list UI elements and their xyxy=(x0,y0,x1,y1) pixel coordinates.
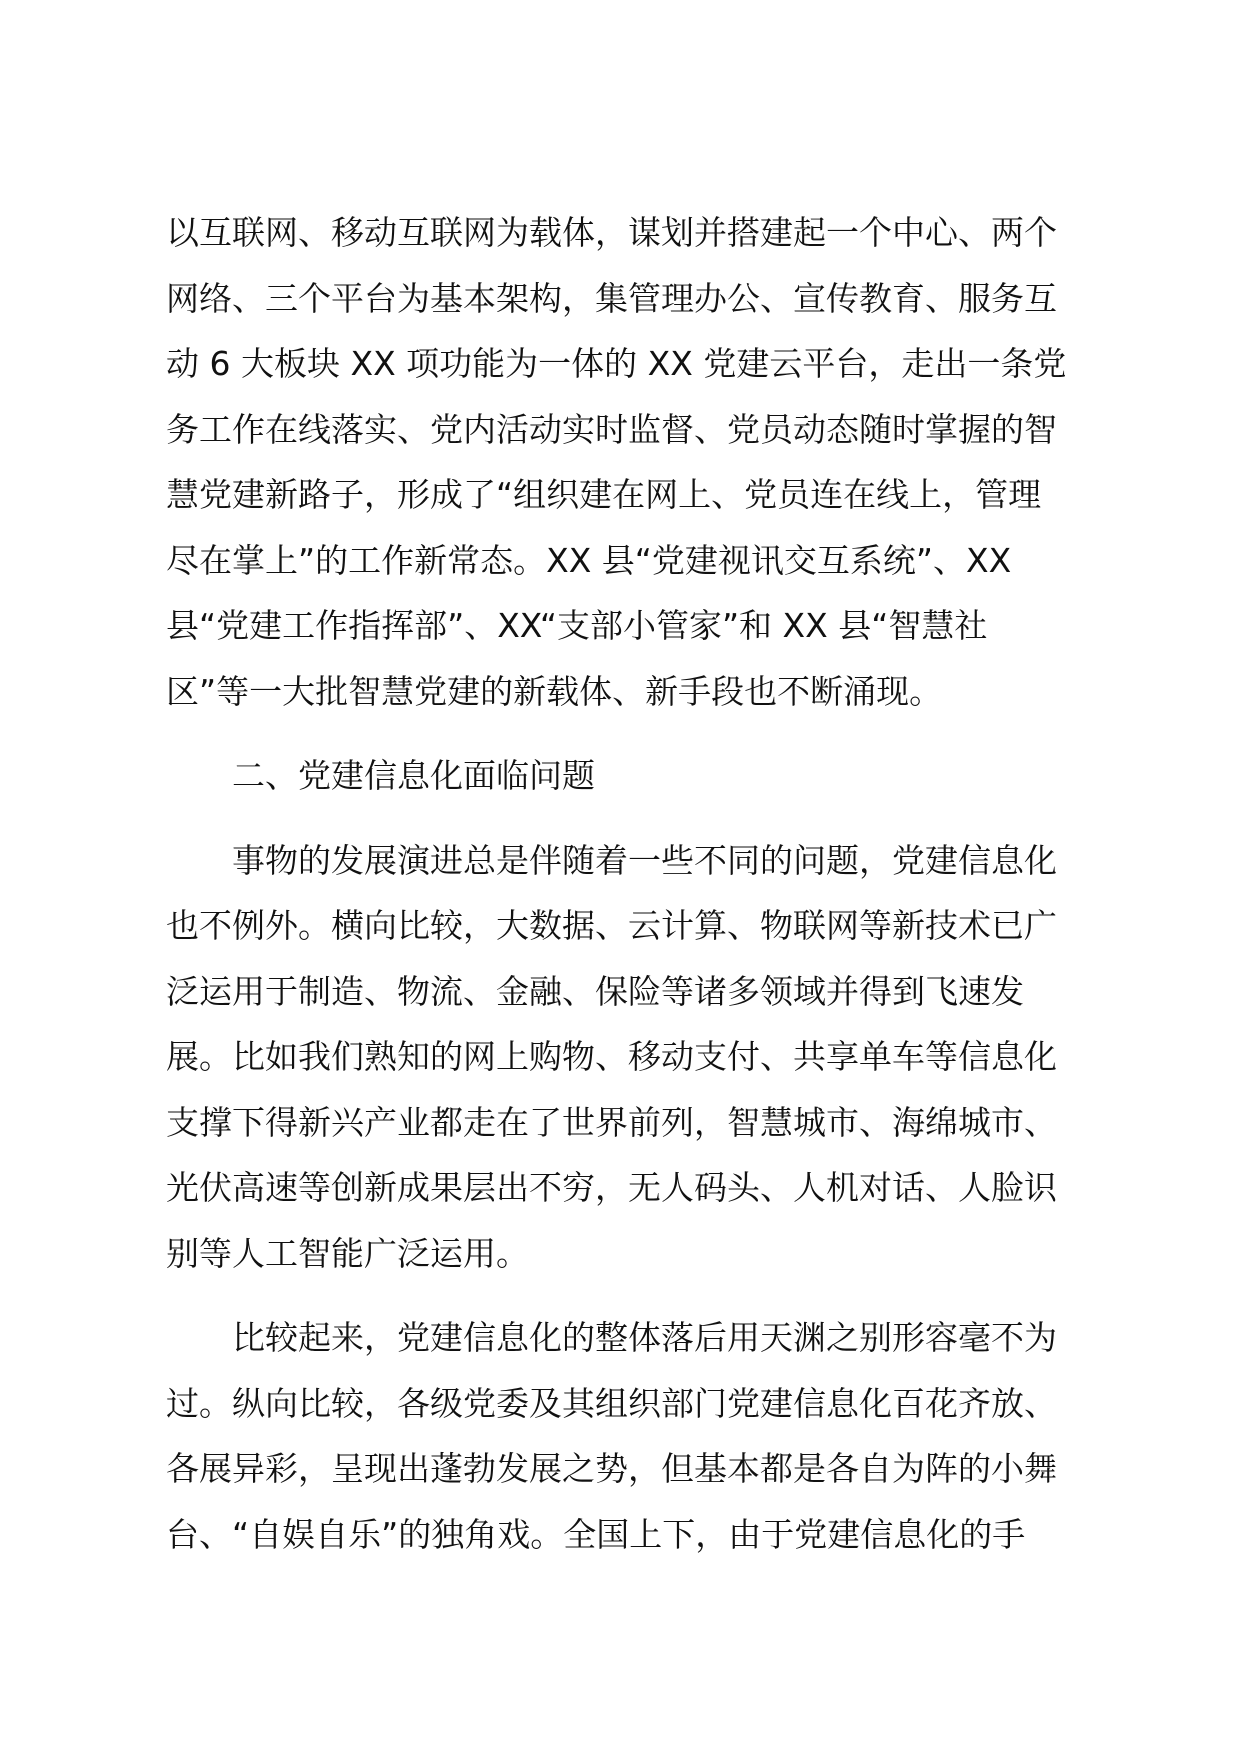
text-line: 支撑下得新兴产业都走在了世界前列，智慧城市、海绵城市、 xyxy=(166,1102,1057,1142)
document-body xyxy=(166,200,1076,1567)
text-line: 务工作在线落实、党内活动实时监督、党员动态随时掌握的智 xyxy=(166,409,1057,449)
text-line: 县“党建工作指挥部”、XX“支部小管家”和 XX 县“智慧社 xyxy=(166,606,988,645)
section-heading: 二、党建信息化面临问题 xyxy=(232,756,595,795)
text-line: 以互联网、移动互联网为载体，谋划并搭建起一个中心、两个 xyxy=(166,213,1057,252)
text-line: 区”等一大批智慧党建的新载体、新手段也不断涌现。 xyxy=(166,671,943,711)
text-line: 慧党建新路子，形成了“组织建在网上、党员连在线上，管理 xyxy=(166,475,1042,514)
text-line: 台、“自娱自乐”的独角戏。全国上下，由于党建信息化的手 xyxy=(166,1514,1026,1554)
text-line: 也不例外。横向比较，大数据、云计算、物联网等新技术已广 xyxy=(166,906,1057,945)
text-line: 展。比如我们熟知的网上购物、移动支付、共享单车等信息化 xyxy=(166,1037,1057,1076)
text-line: 尽在掌上”的工作新常态。XX 县“党建视讯交互系统”、XX xyxy=(166,540,1012,580)
text-line: 动 6 大板块 XX 项功能为一体的 XX 党建云平台，走出一条党 xyxy=(166,344,1067,383)
text-line: 各展异彩，呈现出蓬勃发展之势，但基本都是各自为阵的小舞 xyxy=(166,1449,1057,1488)
text-line: 别等人工智能广泛运用。 xyxy=(166,1233,529,1273)
text-line: 事物的发展演进总是伴随着一些不同的问题，党建信息化 xyxy=(232,840,1057,880)
text-line: 网络、三个平台为基本架构，集管理办公、宣传教育、服务互 xyxy=(166,278,1057,318)
paragraph-spacing xyxy=(166,809,1076,828)
paragraph-spacing xyxy=(166,724,1076,743)
paragraph-horizontal-comparison xyxy=(166,828,1076,1287)
text-line: 比较起来，党建信息化的整体落后用天渊之别形容毫不为 xyxy=(232,1318,1057,1357)
text-line: 泛运用于制造、物流、金融、保险等诸多领域并得到飞速发 xyxy=(166,971,1024,1011)
text-line: 过。纵向比较，各级党委及其组织部门党建信息化百花齐放、 xyxy=(166,1383,1057,1423)
paragraph-platform-overview xyxy=(166,200,1076,724)
paragraph-spacing xyxy=(166,1286,1076,1305)
paragraph-vertical-comparison xyxy=(166,1305,1076,1567)
text-line: 光伏高速等创新成果层出不穷，无人码头、人机对话、人脸识 xyxy=(166,1168,1057,1207)
